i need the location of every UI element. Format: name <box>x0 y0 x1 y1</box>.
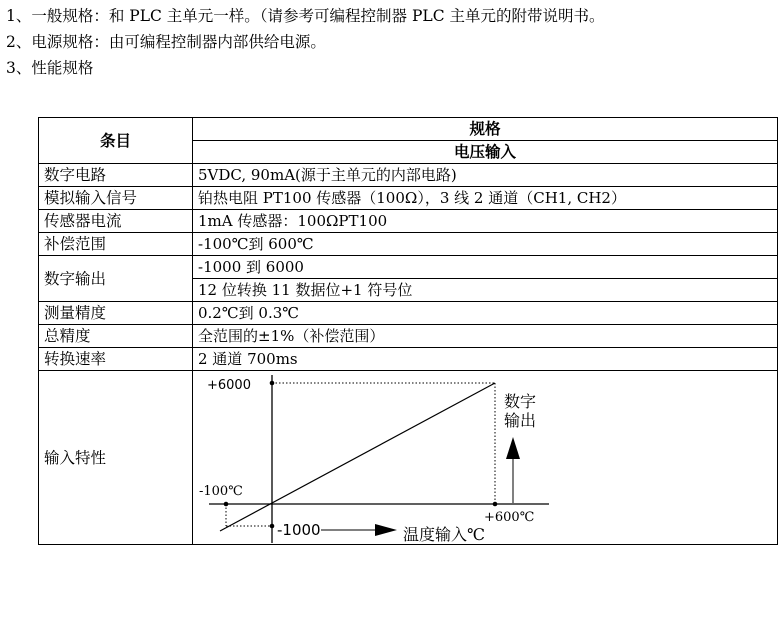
y-axis-label-line2: 输出 <box>504 411 537 430</box>
row-label: 总精度 <box>39 325 193 348</box>
y-axis-label-line1: 数字 <box>504 392 537 411</box>
table-row <box>39 210 778 233</box>
row-value: -100℃到 600℃ <box>193 233 778 256</box>
characteristic-line <box>220 383 495 531</box>
y-arrow-head <box>506 437 520 459</box>
row-label: 传感器电流 <box>39 210 193 233</box>
table-row <box>39 233 778 256</box>
y-top-label: +6000 <box>207 378 251 393</box>
point-y-max <box>270 381 275 386</box>
intro-line-3: 3、性能规格 <box>6 59 94 77</box>
row-value: 0.2℃到 0.3℃ <box>193 302 778 325</box>
table-row <box>39 302 778 325</box>
intro-line-1: 1、一般规格：和 PLC 主单元一样。（请参考可编程控制器 PLC 主单元的附带说明书。 <box>6 7 605 25</box>
row-value: 2 通道 700ms <box>193 348 778 371</box>
header-sub-cell: 电压输入 <box>193 141 778 164</box>
header-item-cell: 条目 <box>39 118 193 164</box>
row-value: 5VDC, 90mA(源于主单元的内部电路) <box>193 164 778 187</box>
row-label: 补偿范围 <box>39 233 193 256</box>
x-arrow-head <box>375 524 397 536</box>
row-value: 铂热电阻 PT100 传感器（100Ω），3 线 2 通道（CH1, CH2） <box>193 187 778 210</box>
table-row <box>39 348 778 371</box>
row-value: 12 位转换 11 数据位+1 符号位 <box>193 279 778 302</box>
row-label: 转换速率 <box>39 348 193 371</box>
intro-line-2: 2、电源规格：由可编程控制器内部供给电源。 <box>6 33 326 51</box>
chart-line <box>220 383 520 536</box>
row-value: -1000 到 6000 <box>193 256 778 279</box>
table-header-row <box>39 118 778 141</box>
row-label: 测量精度 <box>39 302 193 325</box>
spec-table <box>38 117 778 545</box>
row-label: 模拟输入信号 <box>39 187 193 210</box>
y-bottom-label: -1000 <box>277 521 321 539</box>
row-value: 全范围的±1%（补偿范围） <box>193 325 778 348</box>
table-row <box>39 256 778 279</box>
row-label: 数字输出 <box>39 256 193 302</box>
input-characteristic-chart <box>193 371 777 544</box>
table-row <box>39 164 778 187</box>
intro-text <box>6 6 784 84</box>
chart-points <box>224 381 498 529</box>
table-row <box>39 325 778 348</box>
point-x-min <box>224 502 229 507</box>
point-x-max <box>493 502 498 507</box>
x-left-label: -100℃ <box>199 484 243 499</box>
header-spec-cell: 规格 <box>193 118 778 141</box>
x-right-label: +600℃ <box>484 510 535 525</box>
table-row-chart <box>39 371 778 545</box>
chart-cell <box>193 371 778 545</box>
row-value: 1mA 传感器：100ΩPT100 <box>193 210 778 233</box>
x-axis-label: 温度输入℃ <box>403 525 485 544</box>
row-label: 输入特性 <box>39 371 193 545</box>
table-row <box>39 187 778 210</box>
row-label: 数字电路 <box>39 164 193 187</box>
point-y-min <box>270 524 275 529</box>
